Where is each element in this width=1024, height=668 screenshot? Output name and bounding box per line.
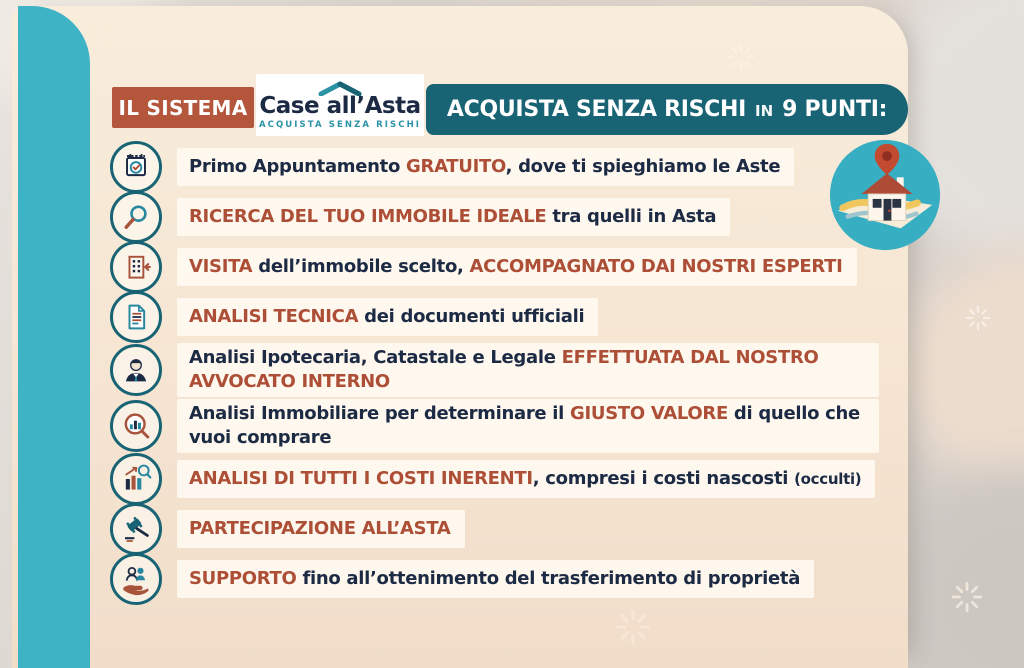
- lawyer-icon: [110, 344, 162, 396]
- point-text: ANALISI TECNICA dei documenti ufficiali: [177, 298, 598, 336]
- banner-points-text: 9 PUNTI:: [782, 97, 888, 122]
- headline-banner: [426, 84, 908, 135]
- magnifier-icon: [110, 191, 162, 243]
- point-text: VISITA dell’immobile scelto, ACCOMPAGNATO DAI NOSTRI ESPERTI: [177, 248, 857, 286]
- case-allasta-logo: [256, 74, 424, 136]
- points-list: [110, 142, 920, 604]
- left-accent-bar: [18, 6, 90, 668]
- document-icon: [110, 291, 162, 343]
- system-badge-label: IL SISTEMA: [118, 95, 248, 120]
- logo-title: Case all’Asta: [259, 92, 421, 119]
- point-row: [110, 192, 920, 242]
- point-row: [110, 454, 920, 504]
- sparkle-icon: [952, 582, 982, 612]
- sparkle-icon: [616, 610, 650, 644]
- point-row: [110, 142, 920, 192]
- point-row: [110, 398, 920, 454]
- gavel-icon: [110, 503, 162, 555]
- point-row: [110, 342, 920, 398]
- sparkle-icon: [728, 44, 754, 70]
- banner-in-text: IN: [754, 102, 774, 120]
- chart-magnifier-icon: [110, 400, 162, 452]
- point-row: [110, 504, 920, 554]
- point-text: Primo Appuntamento GRATUITO, dove ti spieghiamo le Aste: [177, 148, 794, 186]
- point-text: Analisi Immobiliare per determinare il GIUSTO VALORE di quello che vuoi comprare: [177, 399, 879, 453]
- point-text: Analisi Ipotecaria, Catastale e Legale EFFETTUATA DAL NOSTRO AVVOCATO INTERNO: [177, 343, 879, 397]
- point-row: [110, 242, 920, 292]
- system-badge: [112, 87, 254, 128]
- sparkle-icon: [86, 22, 116, 52]
- banner-main-text: ACQUISTA SENZA RISCHI: [446, 97, 746, 122]
- sparkle-icon: [966, 306, 990, 330]
- support-hand-icon: [110, 553, 162, 605]
- calendar-check-icon: [110, 141, 162, 193]
- house-on-map-illustration: [826, 136, 944, 254]
- point-text: SUPPORTO fino all’ottenimento del trasferimento di proprietà: [177, 560, 814, 598]
- building-visit-icon: [110, 241, 162, 293]
- point-row: [110, 554, 920, 604]
- costs-chart-icon: [110, 453, 162, 505]
- point-text: ANALISI DI TUTTI I COSTI INERENTI, compresi i costi nascosti (occulti): [177, 460, 875, 498]
- logo-subtitle: ACQUISTA SENZA RISCHI: [258, 119, 422, 130]
- point-text: RICERCA DEL TUO IMMOBILE IDEALE tra quelli in Asta: [177, 198, 730, 236]
- point-row: [110, 292, 920, 342]
- point-text: PARTECIPAZIONE ALL’ASTA: [177, 510, 465, 548]
